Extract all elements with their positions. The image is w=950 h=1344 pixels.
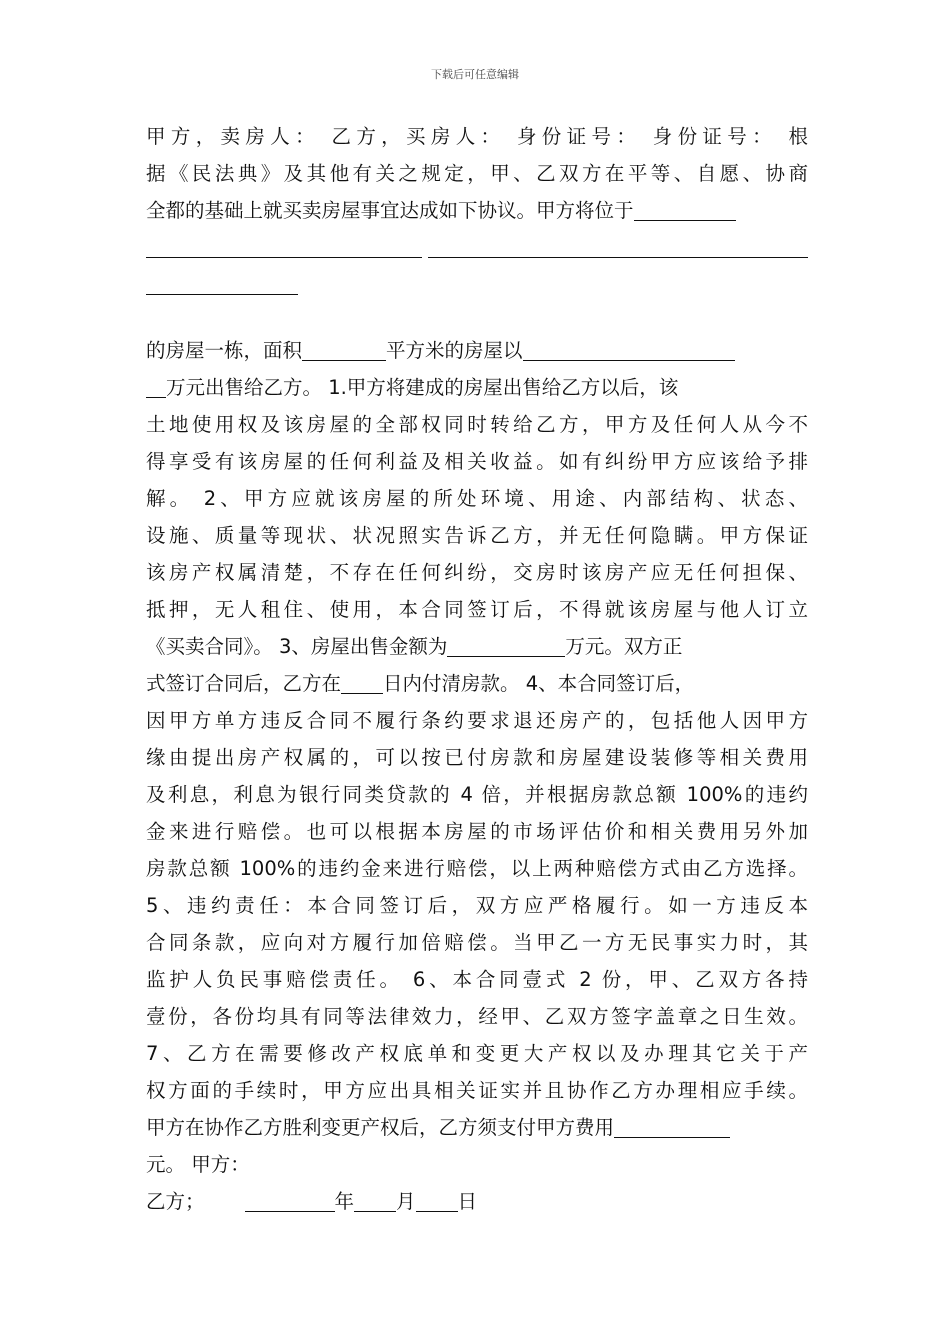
contract-line <box>146 192 808 229</box>
contract-text: 年 <box>334 1190 355 1213</box>
contract-text: 月 <box>396 1190 416 1213</box>
contract-text: 全都的基础上就买卖房屋事宜达成如下协议。甲方将位于 <box>146 199 634 222</box>
contract-text: 式签订合同后，乙方在 <box>146 672 342 695</box>
contract-line: 元。 甲方： <box>146 1153 250 1176</box>
contract-line: 土地使用权及该房屋的全部权同时转给乙方，甲方及任何人从今不 <box>146 413 808 436</box>
contract-line: 壹份，各份均具有同等法律效力，经甲、乙双方签字盖章之日生效。 <box>146 1005 808 1028</box>
contract-line <box>146 266 808 303</box>
blank-underline <box>146 235 422 258</box>
contract-line: 合同条款，应向对方履行加倍赔偿。当甲乙一方无民事实力时，其 <box>146 931 808 954</box>
contract-text: 日内付清房款。 4、本合同签订后， <box>383 672 695 695</box>
contract-line <box>146 665 808 702</box>
contract-text: 日 <box>457 1190 478 1213</box>
blank-underline <box>523 338 735 361</box>
contract-line: 抵押，无人租住、使用，本合同签订后，不得就该房屋与他人订立 <box>146 598 808 621</box>
contract-line <box>146 1109 808 1146</box>
contract-line <box>146 1183 808 1220</box>
contract-line: 5、违约责任：本合同签订后，双方应严格履行。如一方违反本 <box>146 894 808 917</box>
contract-line <box>146 332 808 369</box>
contract-line: 7、乙方在需要修改产权底单和变更大产权以及办理其它关于产 <box>146 1042 808 1065</box>
blank-underline <box>146 375 166 398</box>
contract-text: 平方米的房屋以 <box>386 339 523 362</box>
contract-text: 万元。双方正 <box>565 635 683 658</box>
contract-line <box>146 369 808 406</box>
contract-line: 解。 2、甲方应就该房屋的所处环境、用途、内部结构、状态、 <box>146 487 808 510</box>
contract-text: 甲方在协作乙方胜利变更产权后，乙方须支付甲方费用 <box>146 1116 615 1139</box>
blank-underline <box>428 235 808 258</box>
contract-line: 因甲方单方违反合同不履行条约要求退还房产的，包括他人因甲方 <box>146 709 808 732</box>
blank-underline <box>354 1189 396 1212</box>
contract-line: 权方面的手续时，甲方应出具相关证实并且协作乙方办理相应手续。 <box>146 1079 808 1102</box>
blank-underline <box>302 338 386 361</box>
contract-line <box>146 229 808 266</box>
blank-underline <box>634 198 736 221</box>
contract-line: 该房产权属清楚，不存在任何纠纷，交房时该房产应无任何担保、 <box>146 561 808 584</box>
contract-text: 《买卖合同》。 3、房屋出售金额为 <box>146 635 448 658</box>
contract-text: 的房屋一栋，面积 <box>146 339 303 362</box>
contract-line: 房款总额 100%的违约金来进行赔偿，以上两种赔偿方式由乙方选择。 <box>146 857 808 880</box>
page-header: 下载后可任意编辑 <box>431 68 519 81</box>
contract-line: 金来进行赔偿。也可以根据本房屋的市场评估价和相关费用另外加 <box>146 820 808 843</box>
blank-underline <box>341 671 383 694</box>
contract-line: 据《民法典》及其他有关之规定，甲、乙双方在平等、自愿、协商 <box>146 162 808 185</box>
contract-line: 得享受有该房屋的任何利益及相关收益。如有纠纷甲方应该给予排 <box>146 450 808 473</box>
contract-body <box>146 118 808 1220</box>
blank-underline <box>245 1189 335 1212</box>
blank-underline <box>447 634 565 657</box>
blank-underline <box>416 1189 458 1212</box>
contract-text: 乙方； <box>146 1190 205 1213</box>
contract-line <box>146 628 808 665</box>
blank-underline <box>614 1115 730 1138</box>
contract-line: 及利息，利息为银行同类贷款的 4 倍，并根据房款总额 100%的违约 <box>146 783 808 806</box>
contract-text: 万元出售给乙方。 1.甲方将建成的房屋出售给乙方以后，该 <box>166 376 679 399</box>
contract-line: 甲方，卖房人： 乙方，买房人： 身份证号： 身份证号： 根 <box>146 125 808 148</box>
contract-line: 监护人负民事赔偿责任。 6、本合同壹式 2 份，甲、乙双方各持 <box>146 968 808 991</box>
blank-underline <box>146 272 298 295</box>
contract-line: 缘由提出房产权属的，可以按已付房款和房屋建设装修等相关费用 <box>146 746 808 769</box>
contract-line: 设施、质量等现状、状况照实告诉乙方，并无任何隐瞒。甲方保证 <box>146 524 808 547</box>
